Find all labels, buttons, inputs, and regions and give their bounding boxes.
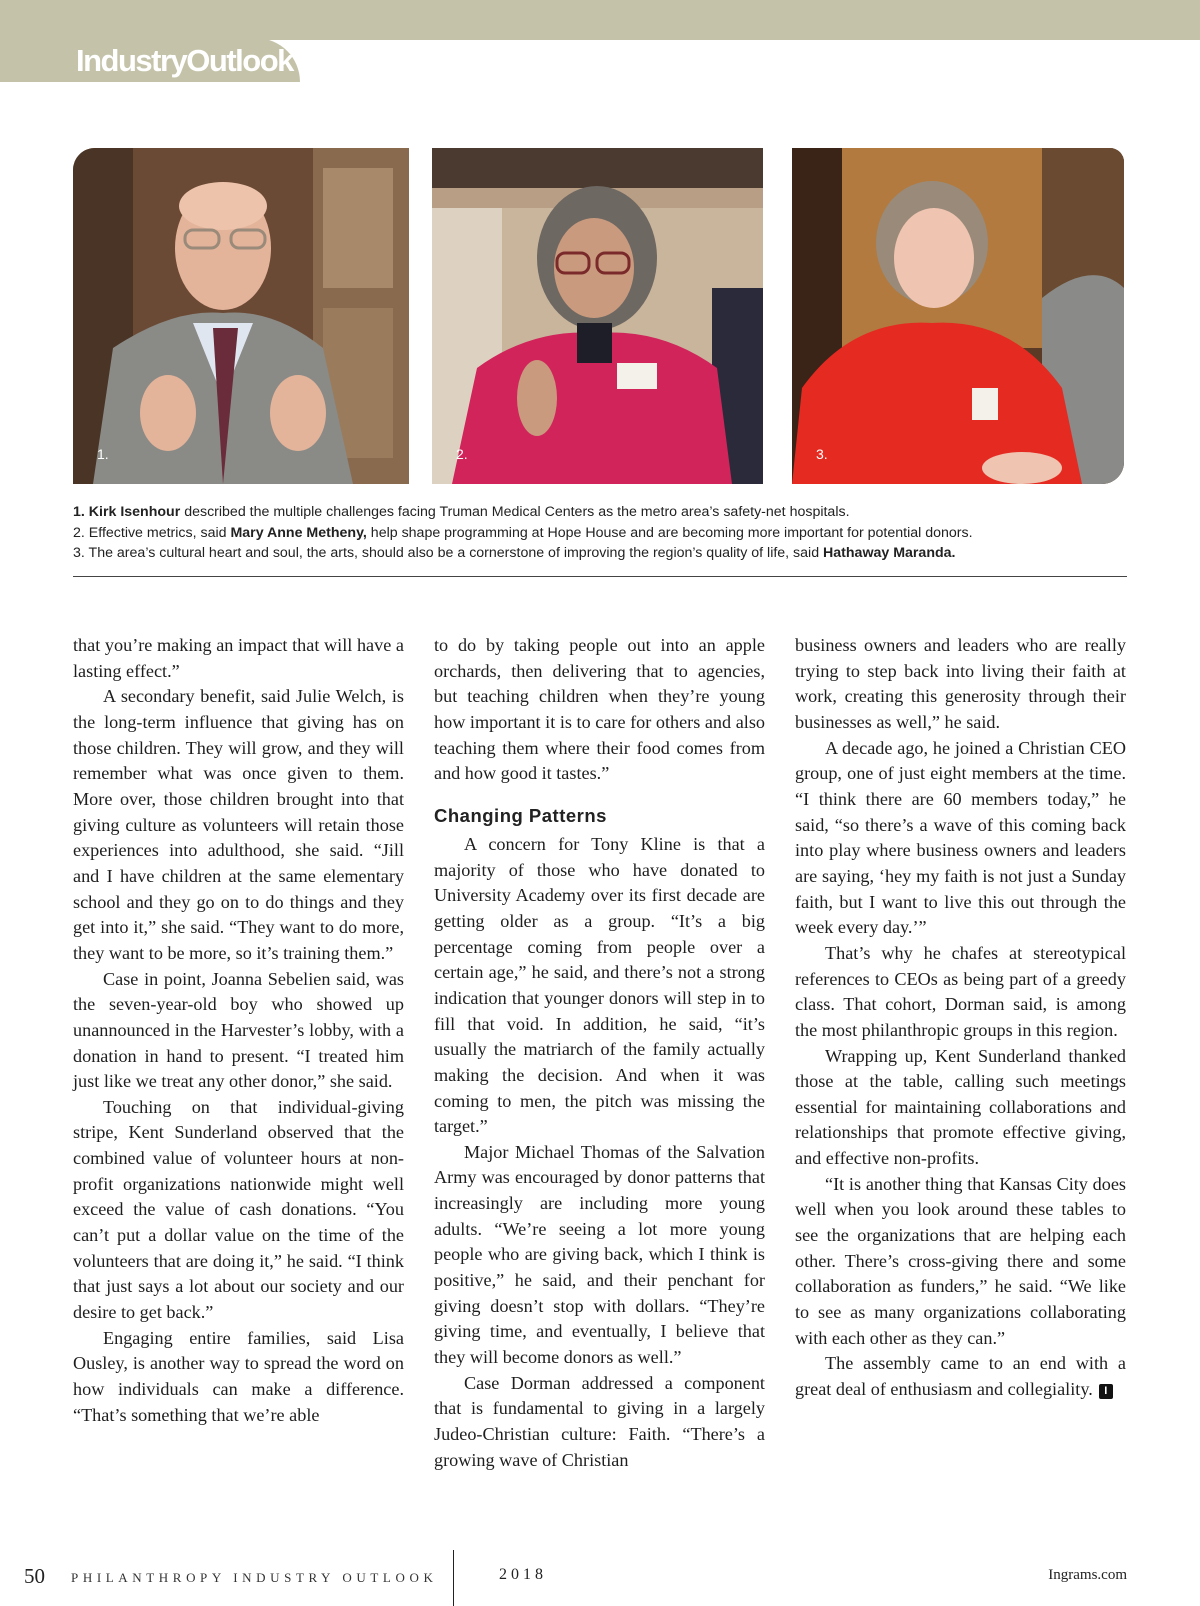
section-title: IndustryOutlook xyxy=(76,43,293,78)
paragraph: to do by taking people out into an apple orchards, then delivering that to agencies, but teaching children when they’re young how important it is to care for others and also teaching them where their food comes from and how good it tastes.” xyxy=(434,635,765,784)
photo-number: 2. xyxy=(456,446,468,462)
photo-hathaway-maranda xyxy=(792,148,1124,484)
issue-year: 2018 xyxy=(499,1566,547,1583)
footer-divider xyxy=(453,1550,454,1606)
publication-name: PHILANTHROPY INDUSTRY OUTLOOK xyxy=(71,1570,438,1585)
photo-number: 3. xyxy=(816,446,828,462)
page-number: 50 xyxy=(24,1564,45,1588)
paragraph: Wrapping up, Kent Sunderland thanked those at the table, calling such meetings essential for maintaining collaborations and relationships that promote effective giving, and effective non-profits. xyxy=(795,1045,1126,1169)
caption-2: 2. Effective metrics, said Mary Anne Metheny, help shape programming at Hope House and are becoming more important for potential donors. xyxy=(73,524,973,541)
subheading: Changing Patterns xyxy=(434,804,607,826)
paragraph: A secondary benefit, said Julie Welch, is the long-term influence that giving has on those children. They will grow, and they will remember what was once given to them. More over, those children brought into that giving culture as volunteers will retain those experiences into adulthood, she said. “Jill and I have children at the same elementary school and they go on to do things and they get into it,” she said. “They want to do more, they want to be more, so it’s training them.” xyxy=(73,686,404,963)
page-footer xyxy=(0,1550,1200,1606)
paragraph: Engaging entire families, said Lisa Ousley, is another way to spread the word on how individuals can make a difference. “That’s something that we’re able xyxy=(73,1327,404,1425)
article-column-3 xyxy=(795,633,1126,1403)
paragraph: A decade ago, he joined a Christian CEO group, one of just eight members at the time. “I think there are 60 members today,” he said, “so there’s a wave of this coming back into play where business owners and leaders are saying, ‘hey my faith is not just a Sunday faith, but I want to live this out through the week every day.’” xyxy=(795,737,1126,938)
photo-captions xyxy=(73,502,1129,564)
article-column-1 xyxy=(73,633,404,1428)
paragraph: Case Dorman addressed a component that is fundamental to giving in a largely Judeo-Christian culture: Faith. “There’s a growing wave of Christian xyxy=(434,1372,765,1470)
paragraph: Touching on that individual-giving stripe, Kent Sunderland observed that the combined value of volunteer hours at non-profit organizations nationwide might well exceed the value of cash donations. “You can’t put a dollar value on the time of the volunteers that are doing it,” he said. “I think that just says a lot about our society and our desire to get back.” xyxy=(73,1096,404,1323)
photo-mary-anne-metheny xyxy=(432,148,763,484)
photo-kirk-isenhour xyxy=(73,148,409,484)
paragraph: “It is another thing that Kansas City does well when you look around these tables to see the organizations that are helping each other. There’s cross-giving there and some collaboration as funders,” he said. “We like to see as many organizations collaborating with each other as they can.” xyxy=(795,1173,1126,1348)
paragraph: Major Michael Thomas of the Salvation Army was encouraged by donor patterns that increasingly are including more young adults. “We’re seeing a lot more young people who are giving back, which I think is positive,” he said, and their penchant for giving doesn’t stop with dollars. “They’re giving time, and eventually, I believe that they will become donors as well.” xyxy=(434,1141,765,1368)
header-band xyxy=(0,0,1200,40)
caption-1: 1. Kirk Isenhour described the multiple challenges facing Truman Medical Centers as the metro area’s safety-net hospitals. xyxy=(73,504,850,520)
paragraph: business owners and leaders who are really trying to step back into living their faith at work, creating this generosity through their businesses as well,” he said. xyxy=(795,635,1126,732)
photo-number: 1. xyxy=(97,446,109,462)
paragraph: Case in point, Joanna Sebelien said, was the seven-year-old boy who showed up unannounced in the Harvester’s lobby, with a donation in hand to present. “I treated him just like we treat any other donor,” she said. xyxy=(73,968,404,1092)
article-column-2 xyxy=(434,633,765,1473)
website-link[interactable]: Ingrams.com xyxy=(1048,1567,1127,1583)
caption-divider xyxy=(73,576,1127,577)
paragraph: that you’re making an impact that will have a lasting effect.” xyxy=(73,635,404,681)
caption-3: 3. The area’s cultural heart and soul, the arts, should also be a cornerstone of improving the region’s quality of life, said Hathaway Maranda. xyxy=(73,545,956,562)
paragraph-final: The assembly came to an end with a great deal of enthusiasm and collegiality. I xyxy=(795,1353,1126,1400)
end-mark-icon: I xyxy=(1099,1384,1113,1399)
paragraph: That’s why he chafes at stereotypical references to CEOs as being part of a greedy class. That cohort, Dorman said, is among the most philanthropic groups in this region. xyxy=(795,942,1126,1040)
paragraph: A concern for Tony Kline is that a majority of those who have donated to University Academy over its first decade are getting older as a group. “It’s a big percentage coming from people over a certain age,” he said, and there’s not a strong indication that younger donors will step in to fill that void. In addition, he said, “it’s usually the matriarch of the family actually making the decision. And when it was coming to men, the pitch was missing the target.” xyxy=(434,833,765,1137)
